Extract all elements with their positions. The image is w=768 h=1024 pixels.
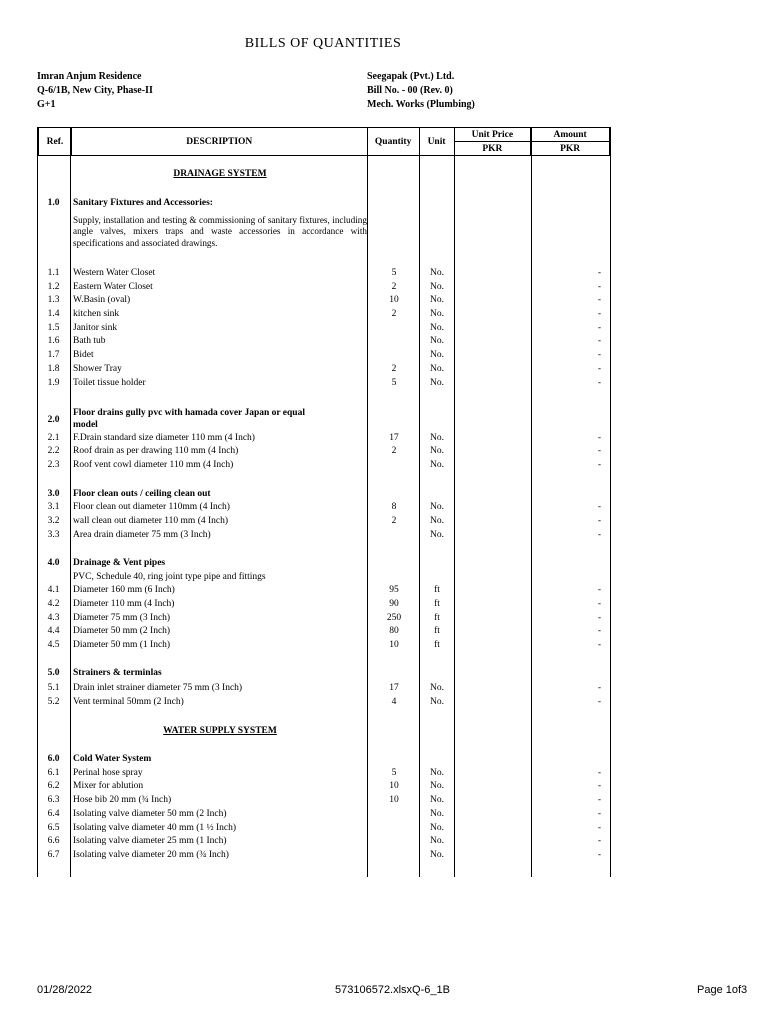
item-ref: 6.1 — [47, 768, 60, 778]
table-row — [38, 459, 610, 473]
item-amount: - — [597, 350, 601, 360]
item-amount: - — [597, 268, 601, 278]
item-description: Drain inlet strainer diameter 75 mm (3 Inch) — [73, 683, 243, 693]
col-unit-price-currency: PKR — [454, 142, 531, 156]
table-row — [38, 445, 610, 459]
item-ref: 4.5 — [47, 640, 60, 650]
item-ref: 6.6 — [47, 836, 60, 846]
table-row — [38, 501, 610, 515]
table-row — [38, 363, 610, 377]
item-ref: 1.3 — [47, 295, 60, 305]
item-unit: No. — [430, 697, 444, 707]
table-row — [38, 849, 610, 863]
item-unit: No. — [430, 823, 444, 833]
item-amount: - — [597, 599, 601, 609]
item-amount: - — [597, 585, 601, 595]
item-quantity: 2 — [391, 446, 397, 456]
item-quantity: 5 — [391, 268, 397, 278]
item-description: Diameter 160 mm (6 Inch) — [73, 585, 175, 595]
item-unit: ft — [434, 599, 440, 609]
works-category: Mech. Works (Plumbing) — [367, 99, 475, 110]
item-ref: 4.2 — [47, 599, 60, 609]
item-unit: No. — [430, 350, 444, 360]
item-amount: - — [597, 460, 601, 470]
table-row — [38, 584, 610, 598]
item-amount: - — [597, 446, 601, 456]
item-amount: - — [597, 640, 601, 650]
item-ref: 6.4 — [47, 809, 60, 819]
group-title: Floor clean outs / ceiling clean out — [73, 489, 211, 499]
item-description: Roof vent cowl diameter 110 mm (4 Inch) — [73, 460, 234, 470]
item-quantity: 10 — [389, 781, 399, 791]
item-quantity: 2 — [391, 309, 397, 319]
item-ref: 6.5 — [47, 823, 60, 833]
group-note: Supply, installation and testing & commissioning of sanitary fixtures, including angle valves, mixers traps and waste accessories in accordance with specifications and associated drawings. — [73, 215, 367, 248]
item-amount: - — [597, 433, 601, 443]
group-row — [38, 667, 610, 681]
item-unit: No. — [430, 378, 444, 388]
group-ref: 1.0 — [47, 198, 60, 208]
item-quantity: 250 — [386, 613, 402, 623]
table-row — [38, 835, 610, 849]
col-amount-currency: PKR — [531, 142, 610, 156]
item-amount: - — [597, 295, 601, 305]
item-quantity: 5 — [391, 378, 397, 388]
table-row — [38, 808, 610, 822]
table-row — [38, 377, 610, 391]
group-title-line: Floor drains gully pvc with hamada cover Japan or equal — [73, 408, 305, 418]
group-ref: 5.0 — [47, 668, 60, 678]
item-description: Bidet — [73, 350, 94, 360]
item-ref: 2.3 — [47, 460, 60, 470]
col-ref-header: Ref. — [39, 128, 72, 156]
table-row — [38, 267, 610, 281]
item-unit: No. — [430, 460, 444, 470]
item-unit: No. — [430, 295, 444, 305]
item-quantity: 95 — [389, 585, 399, 595]
item-unit: ft — [434, 640, 440, 650]
item-description: Isolating valve diameter 50 mm (2 Inch) — [73, 809, 227, 819]
item-amount: - — [597, 795, 601, 805]
col-description-header: DESCRIPTION — [71, 128, 367, 156]
item-unit: No. — [430, 809, 444, 819]
group-ref: 6.0 — [47, 754, 60, 764]
project-address: Q-6/1B, New City, Phase-II — [37, 85, 153, 96]
table-row — [38, 639, 610, 653]
group-title: Cold Water System — [73, 754, 152, 764]
item-ref: 1.2 — [47, 282, 60, 292]
section-heading-water-supply: WATER SUPPLY SYSTEM — [163, 726, 277, 736]
col-quantity-header: Quantity — [367, 128, 419, 156]
item-amount: - — [597, 364, 601, 374]
item-quantity: 10 — [389, 640, 399, 650]
table-row — [38, 625, 610, 639]
item-unit: No. — [430, 282, 444, 292]
item-unit: No. — [430, 836, 444, 846]
item-ref: 4.1 — [47, 585, 60, 595]
item-amount: - — [597, 323, 601, 333]
table-row — [38, 612, 610, 626]
table-row — [38, 432, 610, 446]
item-unit: ft — [434, 626, 440, 636]
col-amount-header: Amount — [531, 128, 610, 142]
item-unit: No. — [430, 768, 444, 778]
item-ref: 1.1 — [47, 268, 60, 278]
item-unit: No. — [430, 309, 444, 319]
item-ref: 3.3 — [47, 530, 60, 540]
item-ref: 5.2 — [47, 697, 60, 707]
table-row — [38, 822, 610, 836]
item-quantity: 4 — [391, 697, 397, 707]
group-row — [38, 488, 610, 502]
item-description: Vent terminal 50mm (2 Inch) — [73, 697, 184, 707]
item-description: Isolating valve diameter 25 mm (1 Inch) — [73, 836, 227, 846]
item-ref: 2.1 — [47, 433, 60, 443]
table-row — [38, 794, 610, 808]
item-description: Diameter 50 mm (2 Inch) — [73, 626, 171, 636]
footer-page-number: Page 1of3 — [697, 984, 748, 996]
table-row — [38, 322, 610, 336]
item-quantity: 17 — [389, 433, 399, 443]
footer-filename: 573106572.xlsxQ-6_1B — [335, 984, 450, 996]
group-row — [38, 197, 610, 211]
item-description: Shower Tray — [73, 364, 122, 374]
contractor-name: Seegapak (Pvt.) Ltd. — [367, 71, 455, 82]
item-description: Diameter 75 mm (3 Inch) — [73, 613, 171, 623]
item-description: W.Basin (oval) — [73, 295, 131, 305]
col-unit-header: Unit — [419, 128, 454, 156]
item-unit: No. — [430, 446, 444, 456]
item-amount: - — [597, 809, 601, 819]
item-description: Bath tub — [73, 336, 106, 346]
item-quantity: 8 — [391, 502, 397, 512]
item-unit: No. — [430, 850, 444, 860]
item-description: Janitor sink — [73, 323, 118, 333]
item-amount: - — [597, 683, 601, 693]
group-ref: 3.0 — [47, 489, 60, 499]
item-amount: - — [597, 336, 601, 346]
table-row — [38, 281, 610, 295]
item-description: F.Drain standard size diameter 110 mm (4 Inch) — [73, 433, 255, 443]
project-floors: G+1 — [37, 99, 56, 110]
item-unit: No. — [430, 530, 444, 540]
table-row — [38, 294, 610, 308]
col-unit-price-header: Unit Price — [454, 128, 531, 142]
item-description: Area drain diameter 75 mm (3 Inch) — [73, 530, 211, 540]
group-note: PVC, Schedule 40, ring joint type pipe and fittings — [73, 572, 266, 582]
item-ref: 1.5 — [47, 323, 60, 333]
item-unit: No. — [430, 781, 444, 791]
item-ref: 6.3 — [47, 795, 60, 805]
item-unit: No. — [430, 795, 444, 805]
item-ref: 3.2 — [47, 516, 60, 526]
item-description: Western Water Closet — [73, 268, 156, 278]
table-row — [38, 308, 610, 322]
table-row — [38, 767, 610, 781]
item-quantity: 80 — [389, 626, 399, 636]
item-ref: 4.4 — [47, 626, 60, 636]
item-quantity: 10 — [389, 795, 399, 805]
item-amount: - — [597, 836, 601, 846]
project-info — [37, 70, 153, 112]
item-amount: - — [597, 378, 601, 388]
item-quantity: 90 — [389, 599, 399, 609]
table-header — [38, 127, 610, 156]
item-quantity: 2 — [391, 364, 397, 374]
item-amount: - — [597, 697, 601, 707]
item-unit: No. — [430, 516, 444, 526]
item-amount: - — [597, 613, 601, 623]
item-ref: 3.1 — [47, 502, 60, 512]
item-ref: 1.8 — [47, 364, 60, 374]
item-unit: No. — [430, 268, 444, 278]
item-ref: 6.7 — [47, 850, 60, 860]
item-unit: No. — [430, 336, 444, 346]
item-description: Diameter 110 mm (4 Inch) — [73, 599, 175, 609]
item-ref: 5.1 — [47, 683, 60, 693]
group-title-line: model — [73, 420, 98, 430]
item-quantity: 2 — [391, 282, 397, 292]
boq-table — [37, 127, 611, 877]
item-ref: 4.3 — [47, 613, 60, 623]
item-amount: - — [597, 626, 601, 636]
item-description: Perinal hose spray — [73, 768, 143, 778]
table-row — [38, 780, 610, 794]
item-ref: 1.7 — [47, 350, 60, 360]
item-quantity: 5 — [391, 768, 397, 778]
item-description: Isolating valve diameter 40 mm (1 ½ Inch) — [73, 823, 237, 833]
item-description: Floor clean out diameter 110mm (4 Inch) — [73, 502, 230, 512]
item-description: Diameter 50 mm (1 Inch) — [73, 640, 171, 650]
item-ref: 2.2 — [47, 446, 60, 456]
item-ref: 1.9 — [47, 378, 60, 388]
project-name: Imran Anjum Residence — [37, 71, 142, 82]
item-amount: - — [597, 823, 601, 833]
item-quantity: 10 — [389, 295, 399, 305]
item-amount: - — [597, 781, 601, 791]
table-row — [38, 335, 610, 349]
item-description: wall clean out diameter 110 mm (4 Inch) — [73, 516, 229, 526]
item-unit: No. — [430, 502, 444, 512]
item-amount: - — [597, 502, 601, 512]
table-row — [38, 515, 610, 529]
item-description: Isolating valve diameter 20 mm (¾ Inch) — [73, 850, 229, 860]
item-description: Eastern Water Closet — [73, 282, 153, 292]
group-row — [38, 753, 610, 767]
item-unit: ft — [434, 585, 440, 595]
item-description: Mixer for ablution — [73, 781, 144, 791]
item-amount: - — [597, 850, 601, 860]
item-amount: - — [597, 309, 601, 319]
bill-info — [367, 70, 475, 112]
group-title: Drainage & Vent pipes — [73, 558, 166, 568]
group-title: Sanitary Fixtures and Accessories: — [73, 198, 213, 208]
section-heading-drainage: DRAINAGE SYSTEM — [173, 169, 267, 179]
table-row — [38, 349, 610, 363]
group-title: Strainers & terminlas — [73, 668, 162, 678]
item-amount: - — [597, 530, 601, 540]
item-description: Roof drain as per drawing 110 mm (4 Inch) — [73, 446, 239, 456]
item-ref: 6.2 — [47, 781, 60, 791]
item-quantity: 17 — [389, 683, 399, 693]
item-unit: ft — [434, 613, 440, 623]
group-title — [73, 407, 367, 431]
item-unit: No. — [430, 433, 444, 443]
group-row — [38, 407, 610, 433]
table-row — [38, 529, 610, 543]
item-unit: No. — [430, 323, 444, 333]
item-description: kitchen sink — [73, 309, 120, 319]
item-unit: No. — [430, 683, 444, 693]
item-description: Hose bib 20 mm (¾ Inch) — [73, 795, 172, 805]
item-ref: 1.4 — [47, 309, 60, 319]
footer-date: 01/28/2022 — [37, 984, 93, 996]
item-amount: - — [597, 768, 601, 778]
item-ref: 1.6 — [47, 336, 60, 346]
table-row — [38, 682, 610, 696]
group-ref: 2.0 — [47, 415, 60, 425]
item-quantity: 2 — [391, 516, 397, 526]
page-title: BILLS OF QUANTITIES — [244, 36, 402, 51]
group-ref: 4.0 — [47, 558, 60, 568]
table-row — [38, 598, 610, 612]
item-amount: - — [597, 516, 601, 526]
bill-number: Bill No. - 00 (Rev. 0) — [367, 85, 453, 96]
table-row — [38, 696, 610, 710]
item-amount: - — [597, 282, 601, 292]
item-description: Toilet tissue holder — [73, 378, 146, 388]
item-unit: No. — [430, 364, 444, 374]
group-row — [38, 557, 610, 571]
